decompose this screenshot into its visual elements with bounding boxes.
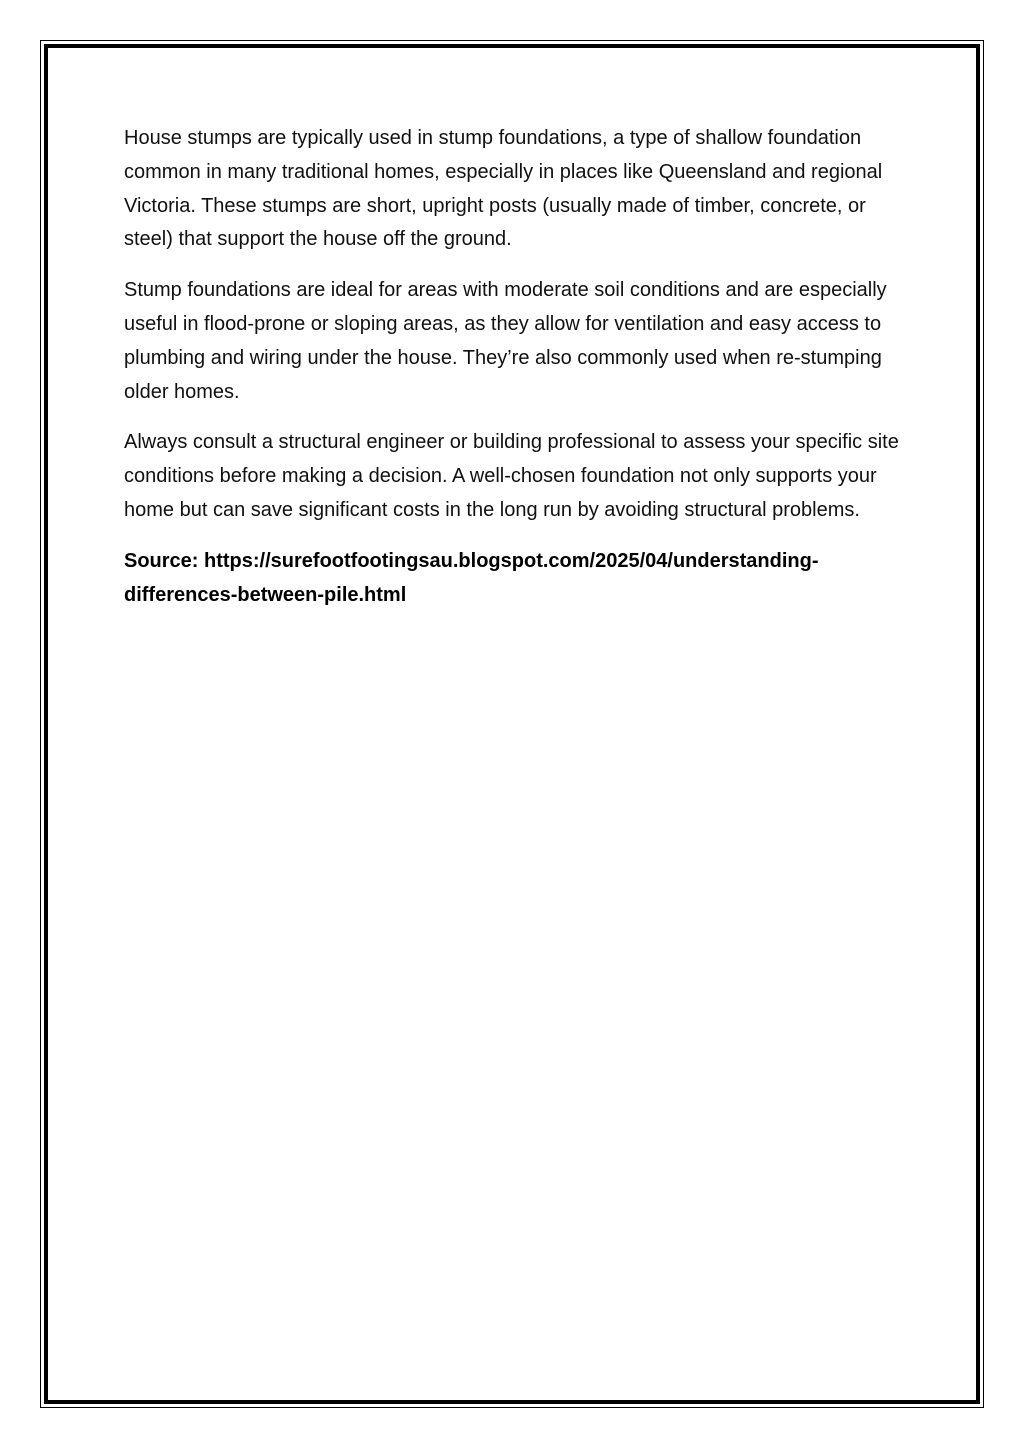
paragraph-house-stumps: House stumps are typically used in stump foundations, a type of shallow foundation common in many traditional homes, especially in places like Queensland and regional Victoria. These stumps are short, upright posts (usually made of timber, concrete, or steel) that support the house off the ground. [124,127,883,251]
paragraph-consult-engineer: Always consult a structural engineer or building professional to assess your specific site conditions before making a decision. A well-chosen foundation not only supports your home but can save significant costs in the long run by avoiding structural problems. [124,431,899,521]
paragraph-stump-foundations: Stump foundations are ideal for areas with moderate soil conditions and are especially useful in flood-prone or sloping areas, as they allow for ventilation and easy access to plumbing and wiring under the house. They’re also commonly used when re-stumping older homes. [124,279,887,403]
document-body [124,122,910,629]
source-citation: Source: https://surefootfootingsau.blogspot.com/2025/04/understanding-differences-between-pile.html [124,549,819,606]
